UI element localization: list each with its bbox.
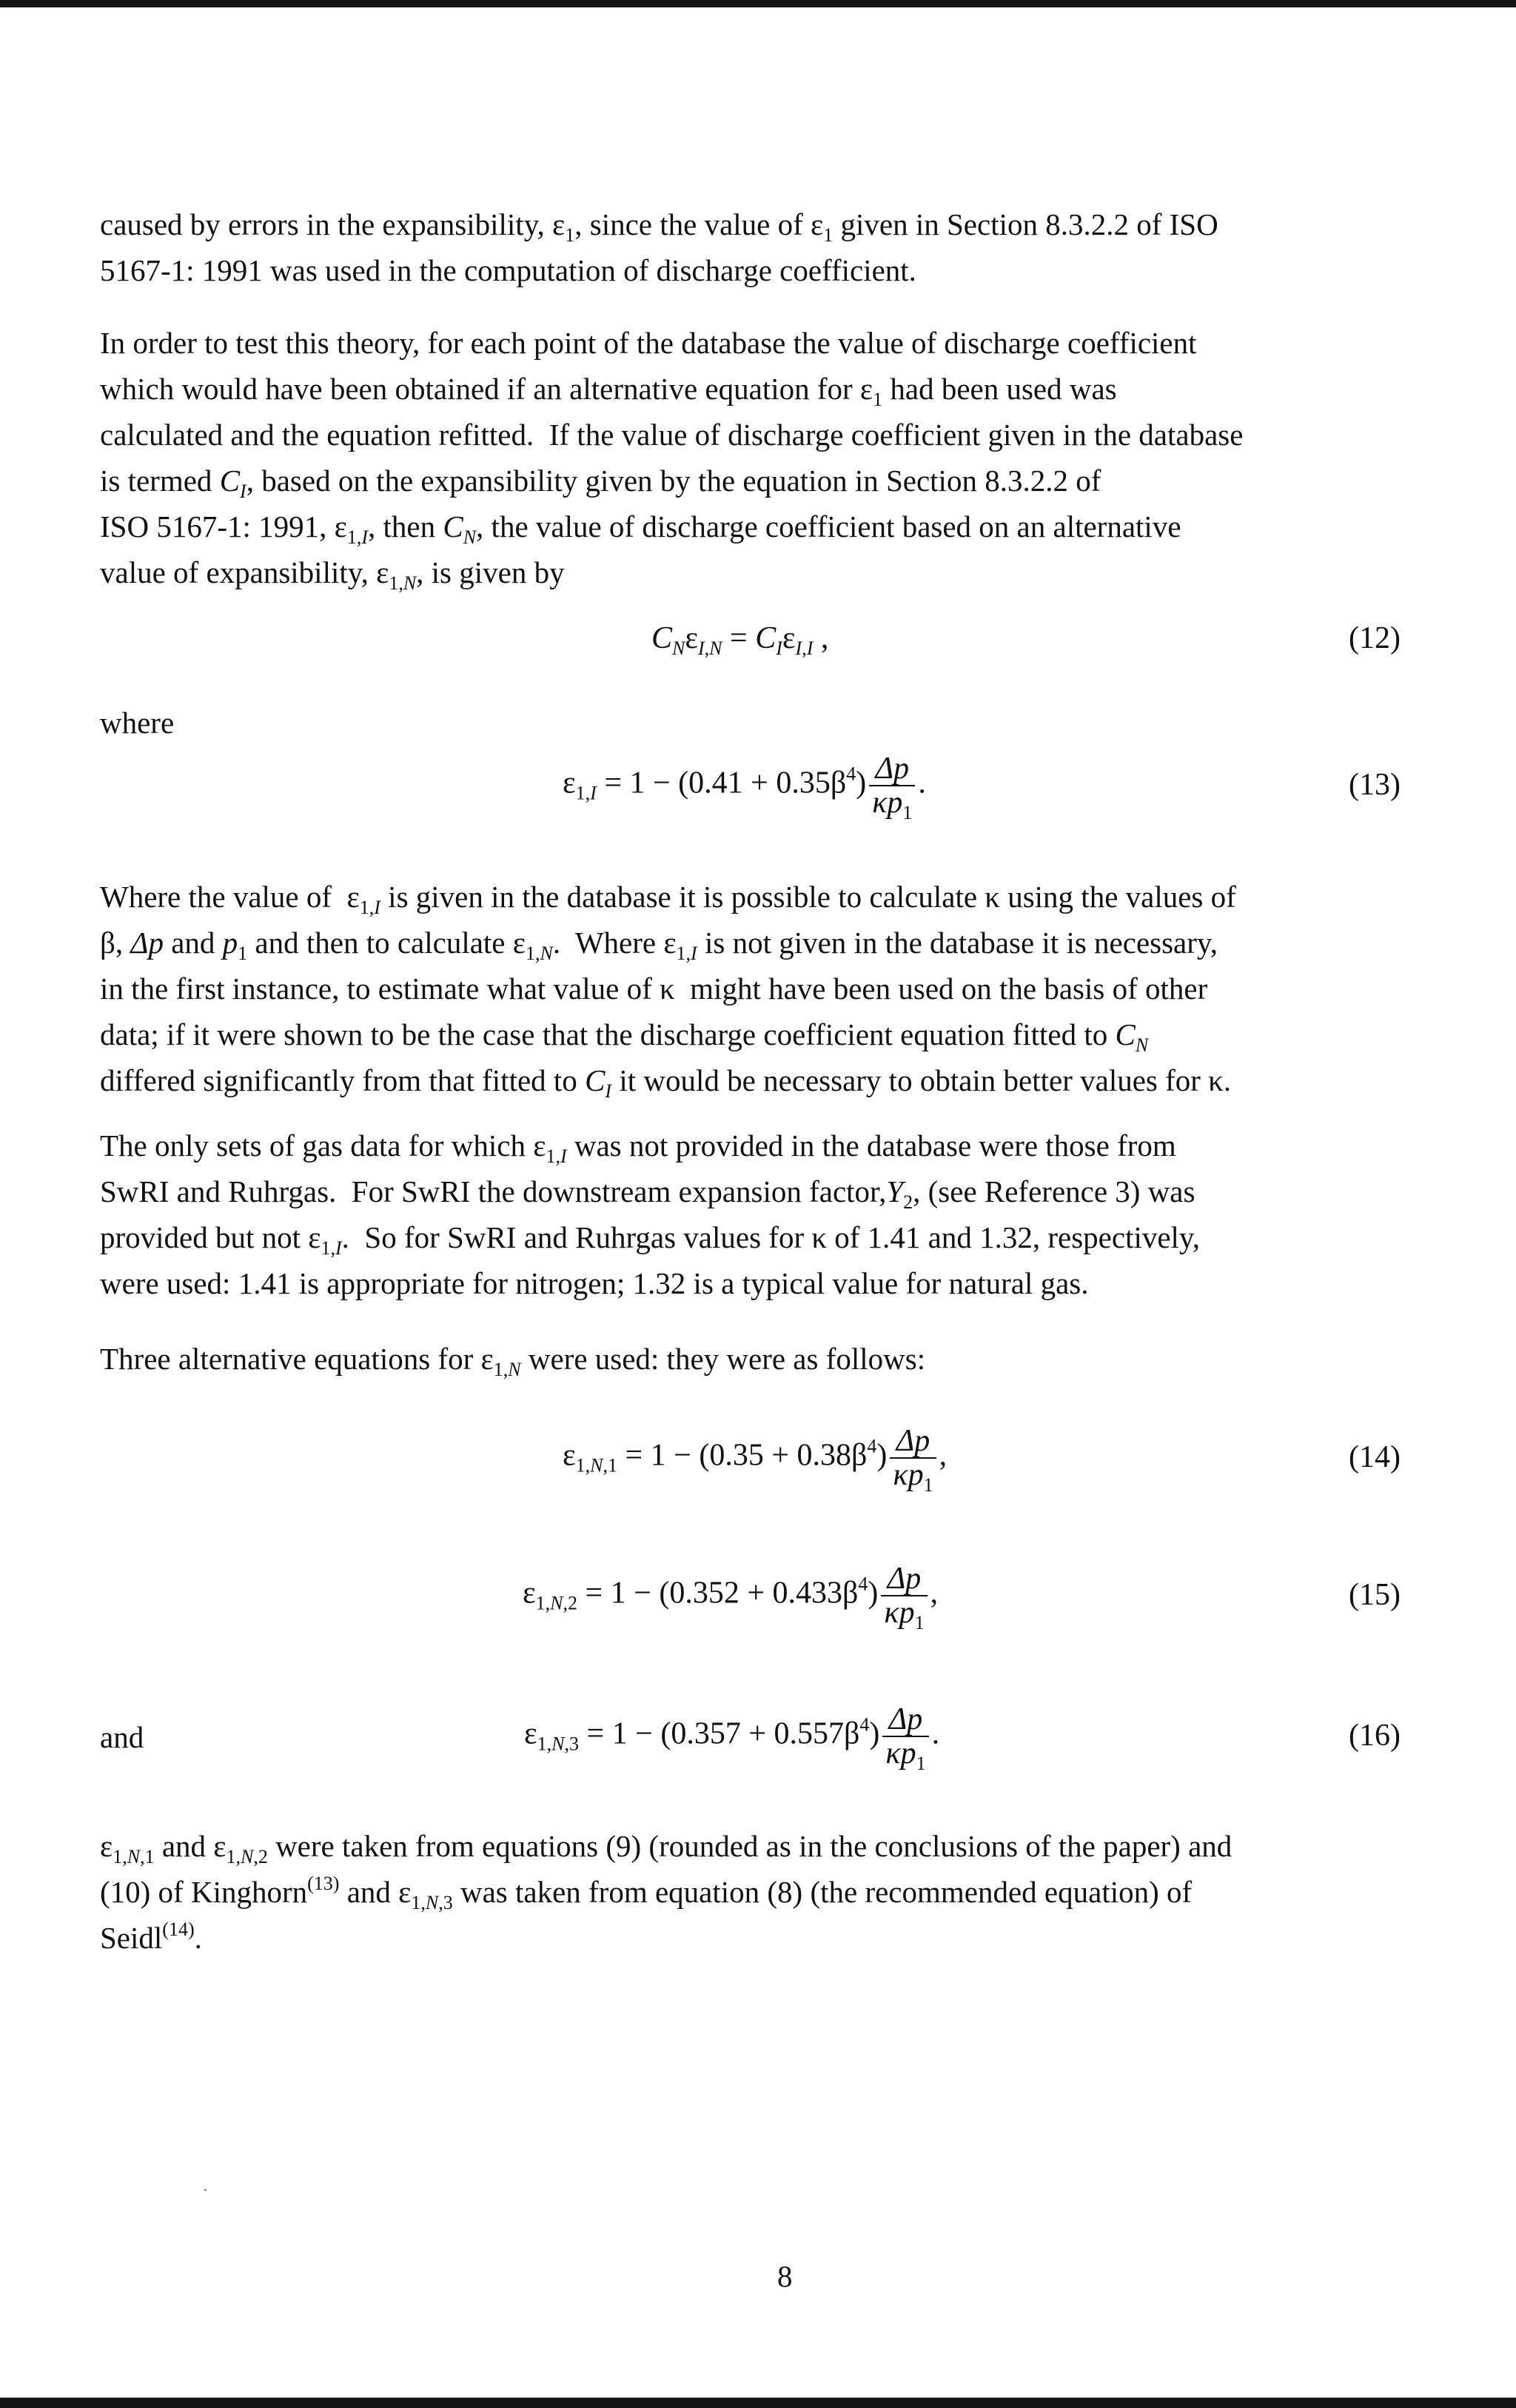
equation-15-coef-a: 0.352 (669, 1576, 739, 1611)
paragraph-3-line-2: β, Δp and $p_1$ and then to calculate $\varepsilon_{1,N}$. Where $\varepsilon_{1,I}$ is not given in the database it is necessary, (100, 926, 1218, 964)
paragraph-4-line-2: SwRI and Ruhrgas. For SwRI the downstream expansion $factor,Y_2$, (see Reference 3) was (100, 1174, 1195, 1213)
paragraph-2-line-6: value of expansibility, $\varepsilon_{1,N}$, is given by (100, 555, 565, 594)
equation-13-coef-b: 0.35 (776, 766, 831, 800)
scan-top-edge (0, 0, 1516, 7)
paragraph-5 (100, 1336, 1432, 1382)
paragraph-3-line-4: data; if it were shown to be the case that the discharge coefficient equation fitted to $C_N$ (100, 1017, 1149, 1056)
equation-14-number: (14) (1349, 1440, 1401, 1474)
paragraph-2-line-4: is termed $C_I$, based on the expansibility given by the equation in Section 8.3.2.2 of (100, 464, 1101, 502)
equation-15-number: (15) (1349, 1578, 1401, 1612)
equation-13-number: (13) (1349, 768, 1401, 802)
paragraph-2-line-1: In order to test this theory, for each point of the database the value of discharge coefficient (100, 326, 1197, 360)
paragraph-6-line-3: Seidl$^{(14)}$. (100, 1919, 202, 1955)
paragraph-4 (100, 1123, 1432, 1306)
paragraph-2-line-3: calculated and the equation refitted. If the value of discharge coefficient given in the database (100, 418, 1244, 452)
paragraph-6-line-1: $\varepsilon_{1,N,1}$ and $\varepsilon_{1,N,2}$ were taken from equations (9) (rounded as in the conclusions of the paper) and (100, 1829, 1232, 1867)
paragraph-2-line-5: ISO 5167-1: 1991, $\varepsilon_{1,I}$, then $C_N$, the value of discharge coefficient based on an alternative (100, 509, 1181, 548)
equation-12: $C_N\varepsilon_{I,N} = C_I\varepsilon_{I,I}$ , (651, 621, 829, 659)
paragraph-1 (100, 201, 1432, 293)
paragraph-2-line-2: which would have been obtained if an alternative equation for $\varepsilon_1$ had been used was (100, 372, 1117, 410)
fraction-dp-over-kp1: $\frac{\Delta p}{\kappa p_1}$ (869, 752, 915, 819)
paragraph-3 (100, 874, 1432, 1103)
equation-12-number: (12) (1349, 621, 1401, 655)
fraction-dp-over-kp1: $\frac{\Delta p}{\kappa p_1}$ (882, 1703, 928, 1770)
paragraph-4-line-1: The only sets of gas data for which $\varepsilon_{1,I}$ was not provided in the database were those from (100, 1128, 1176, 1167)
equation-16-coef-a: 0.357 (671, 1716, 741, 1751)
equation-13: $\varepsilon_{1,I} = 1 - (0.41 + 0.35\beta^4)$ $\frac{\Delta p}{\kappa p_1}$ . (563, 752, 926, 823)
paragraph-3-line-1: Where the value of $\varepsilon_{1,I}$ is given in the database it is possible to calculate κ using the values of (100, 880, 1236, 918)
equation-15: $\varepsilon_{1,N,2} = 1 - (0.352 + 0.433\beta^4)$ $\frac{\Delta p}{\kappa p_1}$ , (523, 1562, 939, 1633)
equation-16-number: (16) (1349, 1719, 1401, 1753)
paragraph-1-line-2: 5167-1: 1991 was used in the computation of discharge coefficient. (100, 253, 916, 287)
page-number: 8 (777, 2259, 793, 2293)
scan-speck (204, 2189, 207, 2191)
paragraph-3-line-5: differed significantly from that fitted to $C_I$ it would be necessary to obtain better values for κ. (100, 1063, 1232, 1102)
paragraph-2 (100, 320, 1432, 595)
equation-16: $\varepsilon_{1,N,3} = 1 - (0.357 + 0.557\beta^4)$ $\frac{\Delta p}{\kappa p_1}$ . (524, 1702, 940, 1774)
equation-14-coef-b: 0.38 (796, 1438, 852, 1473)
where-label: where (100, 706, 175, 740)
equation-14-coef-a: 0.35 (709, 1438, 764, 1473)
paragraph-5-line-1: Three alternative equations for $\varepsilon_{1,N}$ were used: they were as follows: (100, 1342, 926, 1380)
equation-14: $\varepsilon_{1,N,1} = 1 - (0.35 + 0.38\beta^4)$ $\frac{\Delta p}{\kappa p_1}$ , (563, 1424, 948, 1496)
fraction-dp-over-kp1: $\frac{\Delta p}{\kappa p_1}$ (881, 1562, 927, 1629)
equation-16-coef-b: 0.557 (774, 1716, 845, 1751)
paragraph-3-line-3: in the first instance, to estimate what value of κ might have been used on the basis of other (100, 971, 1208, 1006)
scan-bottom-edge (0, 2398, 1516, 2408)
fraction-dp-over-kp1: $\frac{\Delta p}{\kappa p_1}$ (890, 1425, 936, 1491)
paragraph-6 (100, 1823, 1432, 1961)
equation-15-coef-b: 0.433 (772, 1576, 843, 1611)
equation-13-coef-a: 0.41 (688, 766, 743, 800)
paragraph-4-line-4: were used: 1.41 is appropriate for nitrogen; 1.32 is a typical value for natural gas. (100, 1266, 1089, 1300)
and-label: and (100, 1720, 144, 1754)
paragraph-4-line-3: provided but not $\varepsilon_{1,I}$. So for SwRI and Ruhrgas values for κ of 1.41 and 1.32, respectively, (100, 1220, 1201, 1259)
paragraph-1-line-1: caused by errors in the expansibility, $\varepsilon_1$, since the value of $\varepsilon_1$ given in Section 8.3.2.2 of ISO (100, 207, 1218, 246)
paragraph-6-line-2: (10) of Kinghorn$^{(13)}$ and $\varepsilon_{1,N,3}$ was taken from equation (8) (the recommended equation) of (100, 1873, 1193, 1913)
